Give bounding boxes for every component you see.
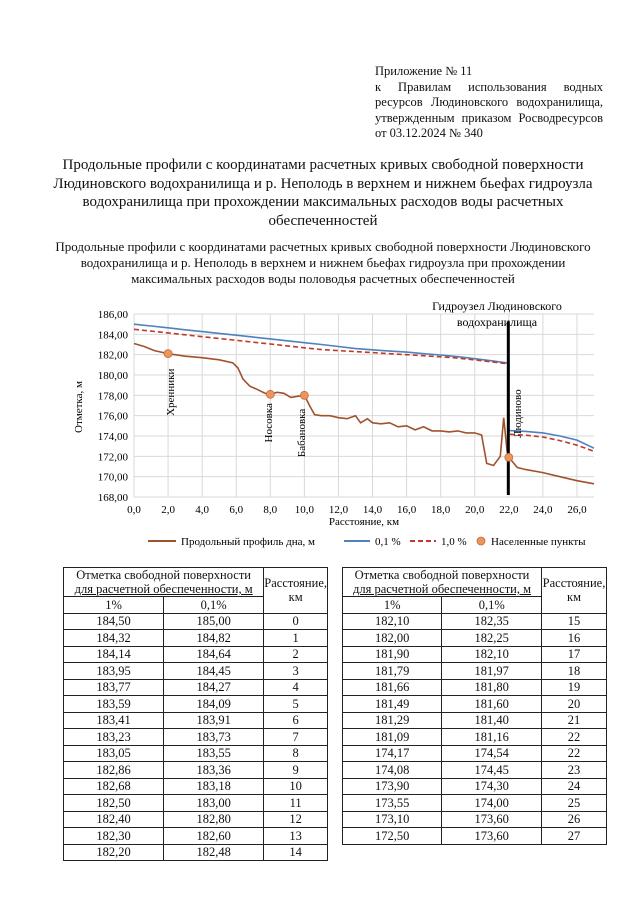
x-tick-label: 22,0	[499, 504, 519, 516]
col-01pct-header: 0,1%	[164, 597, 264, 614]
x-axis-label: Расстояние, км	[328, 516, 400, 528]
y-tick-label: 176,00	[97, 410, 128, 423]
cell-01pct: 181,97	[442, 663, 542, 680]
table-row	[64, 811, 328, 828]
legend-label: Продольный профиль дна, м	[181, 536, 315, 548]
cell-distance: 7	[264, 729, 328, 746]
table-row	[64, 613, 328, 630]
settlement-marker	[164, 350, 172, 358]
appendix-note	[375, 64, 603, 142]
chart-legend	[148, 536, 586, 548]
cell-1pct: 184,50	[64, 613, 164, 630]
table-row	[343, 778, 607, 795]
cell-distance: 12	[264, 811, 328, 828]
y-tick-label: 172,00	[97, 451, 128, 464]
cell-01pct: 174,54	[442, 745, 542, 762]
settlement-label: Носовка	[263, 403, 275, 443]
cell-distance: 22	[542, 729, 607, 746]
y-tick-label: 170,00	[97, 471, 128, 484]
table-row	[343, 696, 607, 713]
legend-item	[148, 536, 315, 548]
elevation-header-line-2: для расчетной обеспеченности, м	[74, 582, 253, 596]
y-tick-label: 184,00	[97, 329, 128, 342]
table-row	[64, 630, 328, 647]
cell-distance: 20	[542, 696, 607, 713]
cell-1pct: 183,41	[64, 712, 164, 729]
table-row	[64, 663, 328, 680]
cell-01pct: 184,45	[164, 663, 264, 680]
cell-distance: 14	[264, 844, 328, 861]
cell-1pct: 182,68	[64, 778, 164, 795]
x-tick-label: 2,0	[161, 504, 175, 516]
cell-1pct: 172,50	[343, 828, 442, 845]
cell-1pct: 182,00	[343, 630, 442, 647]
cell-distance: 25	[542, 795, 607, 812]
legend-item	[477, 536, 586, 548]
cell-01pct: 182,60	[164, 828, 264, 845]
settlement-label: Бабановка	[296, 408, 308, 458]
cell-1pct: 181,79	[343, 663, 442, 680]
x-tick-label: 12,0	[328, 504, 349, 516]
cell-01pct: 184,64	[164, 646, 264, 663]
y-tick-label: 182,00	[97, 349, 128, 362]
table-row	[343, 679, 607, 696]
cell-distance: 23	[542, 762, 607, 779]
table-row	[64, 844, 328, 861]
dam-label-line-2: водохранилища	[456, 315, 538, 329]
table-row	[343, 745, 607, 762]
legend-label: 0,1 %	[375, 536, 401, 548]
cell-01pct: 184,82	[164, 630, 264, 647]
cell-1pct: 182,86	[64, 762, 164, 779]
title-line-3: водохранилища при прохождении максимальных расходов воды расчетных	[82, 194, 564, 210]
y-axis-label: Отметка, м	[73, 381, 85, 433]
cell-distance: 1	[264, 630, 328, 647]
table-row	[64, 679, 328, 696]
document-title	[40, 156, 606, 230]
dam-label-line-1: Гидроузел Людиновского	[432, 299, 562, 313]
cell-01pct: 173,60	[442, 811, 542, 828]
cell-distance: 21	[542, 712, 607, 729]
cell-01pct: 173,60	[442, 828, 542, 845]
x-tick-label: 14,0	[362, 504, 383, 516]
table-row	[343, 663, 607, 680]
series-line	[134, 324, 594, 448]
cell-1pct: 182,20	[64, 844, 164, 861]
table-row	[343, 712, 607, 729]
table-row	[343, 828, 607, 845]
cell-01pct: 174,45	[442, 762, 542, 779]
cell-distance: 8	[264, 745, 328, 762]
cell-distance: 27	[542, 828, 607, 845]
cell-01pct: 184,09	[164, 696, 264, 713]
elevation-table-left	[63, 567, 328, 861]
appendix-line-1: Приложение № 11	[375, 64, 473, 78]
cell-distance: 22	[542, 745, 607, 762]
table-row	[64, 696, 328, 713]
legend-item	[344, 536, 401, 548]
y-tick-label: 174,00	[97, 431, 128, 443]
table-row	[64, 795, 328, 812]
distance-header: Расстояние, км	[264, 568, 328, 614]
y-axis-ticks	[98, 309, 129, 504]
cell-distance: 9	[264, 762, 328, 779]
cell-1pct: 183,77	[64, 679, 164, 696]
cell-1pct: 184,14	[64, 646, 164, 663]
cell-01pct: 181,16	[442, 729, 542, 746]
cell-01pct: 182,10	[442, 646, 542, 663]
cell-01pct: 183,00	[164, 795, 264, 812]
table-row	[64, 745, 328, 762]
elevation-header	[64, 568, 264, 597]
legend-marker	[477, 537, 485, 545]
chart-title-line-3: максимальных расходов воды половодья расчетных обеспеченностей	[131, 271, 515, 286]
appendix-line-5: от 03.12.2024 № 340	[375, 126, 483, 140]
cell-01pct: 183,36	[164, 762, 264, 779]
settlement-marker	[300, 391, 308, 399]
cell-distance: 16	[542, 630, 607, 647]
title-line-4: обеспеченностей	[268, 212, 378, 229]
cell-distance: 13	[264, 828, 328, 845]
cell-1pct: 182,10	[343, 613, 442, 630]
elevation-header-line-2: для расчетной обеспеченности, м	[352, 582, 532, 596]
cell-01pct: 184,27	[164, 679, 264, 696]
cell-01pct: 183,55	[164, 745, 264, 762]
x-tick-label: 26,0	[567, 504, 587, 516]
table-row	[343, 795, 607, 812]
table-row	[343, 646, 607, 663]
title-line-2: Людиновского водохранилища и р. Неполодь в верхнем и нижнем бьефах гидроузла	[53, 175, 593, 192]
cell-01pct: 181,40	[442, 712, 542, 729]
cell-distance: 3	[264, 663, 328, 680]
cell-1pct: 182,50	[64, 795, 164, 812]
col-1pct-header: 1%	[343, 597, 442, 614]
table-row	[64, 828, 328, 845]
cell-1pct: 181,66	[343, 679, 442, 696]
y-tick-label: 168,00	[97, 492, 128, 504]
table-row	[343, 613, 607, 630]
cell-01pct: 185,00	[164, 613, 264, 630]
cell-01pct: 174,00	[442, 795, 542, 812]
cell-distance: 19	[542, 679, 607, 696]
cell-01pct: 181,60	[442, 696, 542, 713]
distance-header: Расстояние, км	[542, 568, 607, 614]
cell-1pct: 173,10	[343, 811, 442, 828]
col-1pct-header: 1%	[64, 597, 164, 614]
elevation-header-line-1: Отметка свободной поверхности	[354, 568, 530, 582]
cell-distance: 15	[542, 613, 607, 630]
cell-1pct: 182,30	[64, 828, 164, 845]
x-tick-label: 8,0	[263, 504, 278, 516]
settlement-labels	[165, 369, 524, 458]
cell-1pct: 181,29	[343, 712, 442, 729]
appendix-line-3: ресурсов Людиновского водохранилища,	[375, 95, 603, 109]
settlement-marker	[266, 390, 274, 398]
table-row	[64, 762, 328, 779]
elevation-table-right	[342, 567, 607, 845]
cell-distance: 0	[264, 613, 328, 630]
cell-distance: 11	[264, 795, 328, 812]
table-row	[343, 729, 607, 746]
elevation-header-line-1: Отметка свободной поверхности	[76, 568, 251, 582]
cell-1pct: 181,90	[343, 646, 442, 663]
series-line	[134, 329, 594, 451]
cell-01pct: 182,48	[164, 844, 264, 861]
legend-item	[410, 536, 467, 548]
x-tick-label: 18,0	[431, 504, 451, 516]
cell-distance: 24	[542, 778, 607, 795]
cell-1pct: 183,59	[64, 696, 164, 713]
cell-1pct: 182,40	[64, 811, 164, 828]
cell-1pct: 181,09	[343, 729, 442, 746]
y-tick-label: 178,00	[97, 390, 128, 403]
chart-series	[134, 324, 594, 484]
appendix-line-2: к Правилам использования водных	[375, 79, 603, 94]
settlement-label: Людиново	[512, 389, 524, 438]
x-tick-label: 10,0	[294, 504, 314, 516]
cell-1pct: 183,05	[64, 745, 164, 762]
title-line-1: Продольные профили с координатами расчетных кривых свободной поверхности	[62, 157, 584, 173]
y-tick-label: 180,00	[97, 370, 128, 382]
settlement-label: Хренники	[165, 368, 177, 416]
x-tick-label: 16,0	[396, 504, 417, 516]
appendix-line-4: утвержденным приказом Росводресурсов	[375, 110, 603, 125]
profile-chart	[0, 290, 640, 560]
chart-title-line-1: Продольные профили с координатами расчетных кривых свободной поверхности Людиновского	[55, 239, 591, 254]
elevation-header	[343, 568, 542, 597]
cell-1pct: 173,90	[343, 778, 442, 795]
cell-1pct: 174,17	[343, 745, 442, 762]
cell-01pct: 183,18	[164, 778, 264, 795]
table-row	[343, 811, 607, 828]
legend-label: Населенные пункты	[491, 536, 586, 548]
legend-label: 1,0 %	[441, 536, 467, 548]
x-axis-ticks	[127, 504, 587, 516]
series-line	[134, 344, 594, 484]
table-row	[64, 712, 328, 729]
table-row	[343, 630, 607, 647]
x-tick-label: 6,0	[229, 504, 244, 516]
cell-distance: 2	[264, 646, 328, 663]
cell-1pct: 173,55	[343, 795, 442, 812]
cell-distance: 26	[542, 811, 607, 828]
cell-1pct: 183,23	[64, 729, 164, 746]
cell-distance: 10	[264, 778, 328, 795]
col-01pct-header: 0,1%	[442, 597, 542, 614]
table-row	[64, 778, 328, 795]
cell-1pct: 183,95	[64, 663, 164, 680]
x-tick-label: 4,0	[195, 504, 210, 516]
cell-1pct: 184,32	[64, 630, 164, 647]
cell-01pct: 181,80	[442, 679, 542, 696]
x-tick-label: 20,0	[465, 504, 485, 516]
x-tick-label: 0,0	[127, 504, 141, 516]
cell-distance: 18	[542, 663, 607, 680]
table-row	[64, 729, 328, 746]
cell-1pct: 174,08	[343, 762, 442, 779]
cell-01pct: 182,80	[164, 811, 264, 828]
settlement-marker	[505, 453, 513, 461]
cell-distance: 17	[542, 646, 607, 663]
cell-01pct: 183,73	[164, 729, 264, 746]
cell-1pct: 181,49	[343, 696, 442, 713]
y-tick-label: 186,00	[97, 309, 128, 321]
cell-01pct: 182,25	[442, 630, 542, 647]
cell-01pct: 174,30	[442, 778, 542, 795]
table-row	[343, 762, 607, 779]
chart-title-line-2: водохранилища и р. Неполодь в верхнем и нижнем бьефах гидроузла при прохождении	[80, 255, 566, 270]
cell-01pct: 183,91	[164, 712, 264, 729]
chart-title	[50, 239, 596, 287]
cell-distance: 6	[264, 712, 328, 729]
table-row	[64, 646, 328, 663]
x-tick-label: 24,0	[533, 504, 553, 516]
cell-distance: 4	[264, 679, 328, 696]
cell-distance: 5	[264, 696, 328, 713]
cell-01pct: 182,35	[442, 613, 542, 630]
